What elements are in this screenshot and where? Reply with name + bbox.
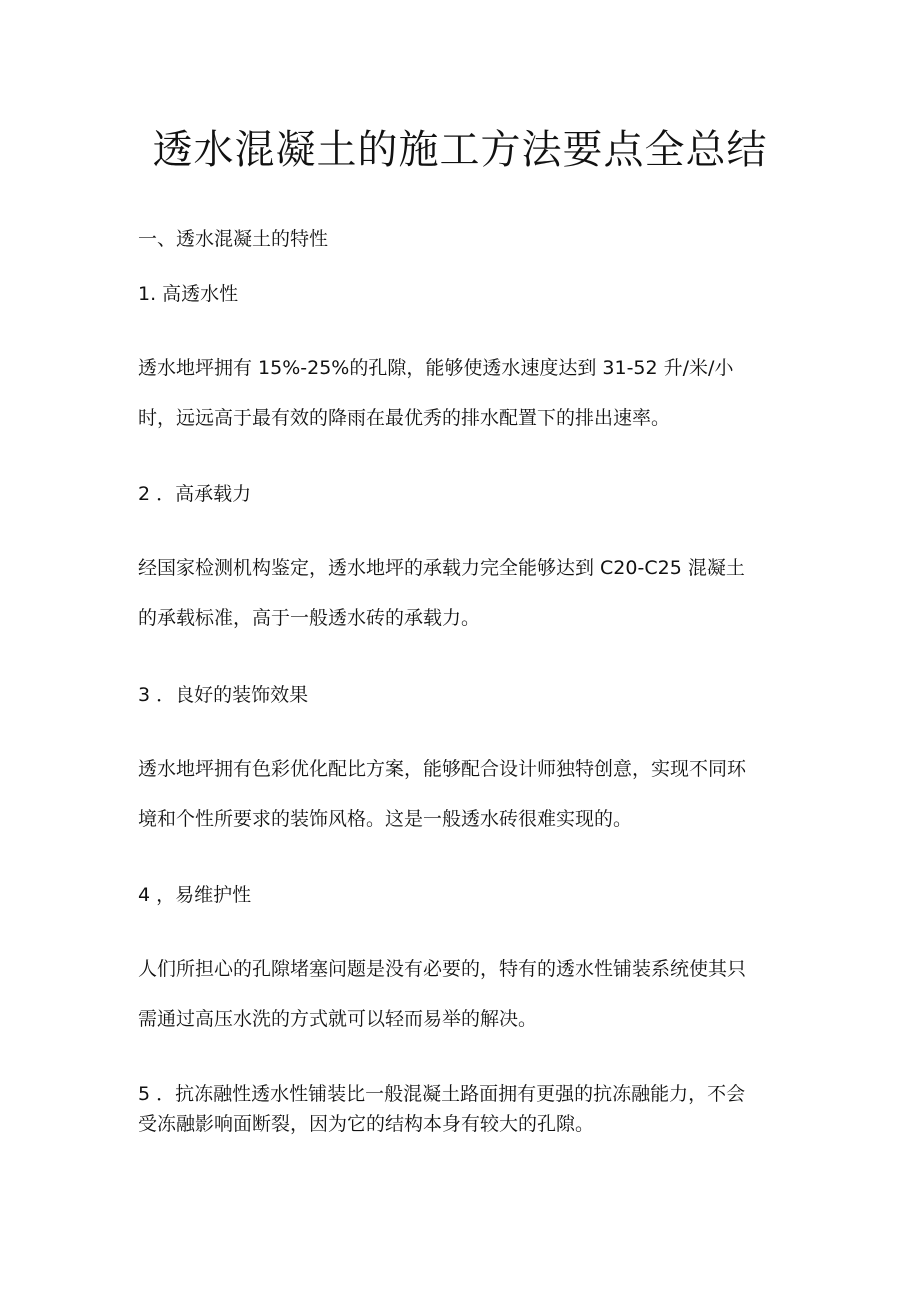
item-5-line-1: 5 ．抗冻融性透水性铺装比一般混凝土路面拥有更强的抗冻融能力，不会 [138,1083,746,1105]
item-4-line-1: 人们所担心的孔隙堵塞问题是没有必要的，特有的透水性铺装系统使其只 [138,958,747,980]
item-3-line-1: 透水地坪拥有色彩优化配比方案，能够配合设计师独特创意，实现不同环 [138,758,747,780]
item-4-line-2: 需通过高压水洗的方式就可以轻而易举的解决。 [138,1008,538,1030]
item-2-heading: 2 ．高承载力 [138,483,252,505]
item-1-heading: 1. 高透水性 [138,283,239,305]
item-2-line-1: 经国家检测机构鉴定，透水地坪的承载力完全能够达到 C20-C25 混凝土 [138,557,745,579]
document-title: 透水混凝土的施工方法要点全总结 [152,127,768,173]
section-heading: 一、透水混凝土的特性 [138,228,329,250]
item-1-line-1: 透水地坪拥有 15%-25%的孔隙，能够使透水速度达到 31-52 升/米/小 [138,357,734,379]
item-3-line-2: 境和个性所要求的装饰风格。这是一般透水砖很难实现的。 [138,808,633,830]
item-4-heading: 4 ，易维护性 [138,884,252,906]
item-3-heading: 3 ．良好的装饰效果 [138,684,309,706]
item-5-line-2: 受冻融影响面断裂，因为它的结构本身有较大的孔隙。 [138,1113,595,1135]
item-1-line-2: 时，远远高于最有效的降雨在最优秀的排水配置下的排出速率。 [138,407,671,429]
item-2-line-2: 的承载标准，高于一般透水砖的承载力。 [138,607,481,629]
